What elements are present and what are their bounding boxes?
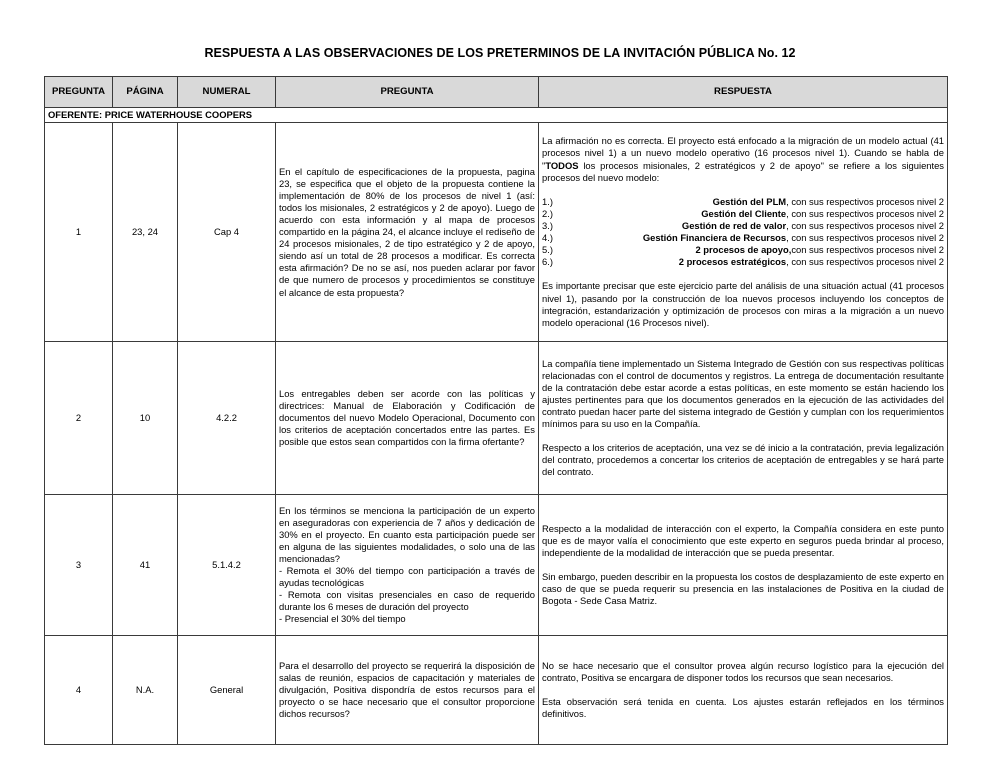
header-pregunta-num: PREGUNTA — [45, 77, 113, 108]
cell-question-number: 4 — [45, 636, 113, 745]
table-row — [45, 123, 948, 342]
section-label: OFERENTE: PRICE WATERHOUSE COOPERS — [45, 108, 948, 123]
cell-question-text — [276, 495, 539, 636]
answer-list-item: 6.) 2 procesos estratégicos, con sus respectivos procesos nivel 2 — [542, 256, 944, 268]
cell-question-number: 3 — [45, 495, 113, 636]
cell-question-number: 1 — [45, 123, 113, 342]
cell-numeral: 5.1.4.2 — [178, 495, 276, 636]
table-row — [45, 495, 948, 636]
answer-paragraph: Respecto a los criterios de aceptación, una vez se dé inicio a la contratación, previa legalización del contrato, procedemos a concertar los criterios de aceptación de entregables y se hará parte del contrato. — [542, 442, 944, 478]
cell-numeral: 4.2.2 — [178, 342, 276, 495]
answer-paragraph: La compañía tiene implementado un Sistema Integrado de Gestión con sus respectivas políticas relacionadas con el control de documentos y registros. La entrega de documentación resultante de la contratación debe estar acorde a estas políticas, en este momento se están haciendo los ajustes pertinentes para que los documentos generados en la ejecución de las actividades del contrato puedan hacer parte del sistema integrado de Gestión y cumplan con los requerimientos mínimos para su uso en la Compañía. — [542, 357, 944, 430]
header-pagina: PÁGINA — [113, 77, 178, 108]
cell-page: 10 — [113, 342, 178, 495]
observations-table — [44, 76, 948, 745]
cell-numeral: General — [178, 636, 276, 745]
question-option: - Presencial el 30% del tiempo — [279, 613, 406, 625]
cell-answer-text — [539, 123, 948, 342]
header-numeral: NUMERAL — [178, 77, 276, 108]
cell-question-text: Para el desarrollo del proyecto se requerirá la disposición de salas de reunión, espacios de capacitación y materiales de divulgación, Positiva dispondría de estos recursos para el proyecto o se hace necesario que el consultor proporcione dichos recursos? — [276, 636, 539, 745]
cell-page: 23, 24 — [113, 123, 178, 342]
cell-page: N.A. — [113, 636, 178, 745]
cell-question-text: Los entregables deben ser acorde con las políticas y directrices: Manual de Elaboración y Codificación de documentos del nuevo Modelo Operacional, Documento con los criterios de aceptación concertados entre las partes. Es posible que estos sean compartidos con la firma ofertante? — [276, 342, 539, 495]
cell-answer-text — [539, 495, 948, 636]
answer-intro: La afirmación no es correcta. El proyecto está enfocado a la migración de un modelo actual (41 procesos nivel 1) a un nuevo modelo operativo (16 procesos nivel 1). Cuando se habla de "TODOS los procesos misionales, 2 estratégicos y 2 de apoyo" se refiere a los siguientes procesos del nuevo modelo: — [542, 135, 944, 183]
answer-list-item: 1.) Gestión del PLM, con sus respectivos procesos nivel 2 — [542, 195, 944, 207]
header-pregunta-text: PREGUNTA — [276, 77, 539, 108]
header-respuesta: RESPUESTA — [539, 77, 948, 108]
answer-list-item: 4.) Gestión Financiera de Recursos, con sus respectivos procesos nivel 2 — [542, 232, 944, 244]
cell-answer-text — [539, 342, 948, 495]
cell-question-text: En el capítulo de especificaciones de la propuesta, pagina 23, se especifica que el objeto de la propuesta contiene la implementación de 80% de los procesos de nivel 1 (así: todos los misionales, 2 estratégicos y 2 de apoyo). Luego de acuerdo con esta información y al mapa de procesos compartido en la página 24, el alcance incluye el rediseño de 24 procesos misionales, 2 de tipo estratégico y 2 de apoyo, siendo así un total de 28 procesos a modificar. Es correcta esta afirmación? De no se así, nos pueden aclarar por favor de que numero de procesos y procedimientos se constituye el alcance de esta propuesta? — [276, 123, 539, 342]
answer-list-item: 2.) Gestión del Cliente, con sus respectivos procesos nivel 2 — [542, 207, 944, 219]
cell-numeral: Cap 4 — [178, 123, 276, 342]
table-header-row — [45, 77, 948, 108]
answer-paragraph: No se hace necesario que el consultor provea algún recurso logístico para la ejecución del contrato, Positiva se encargara de disponer todos los recursos que sean necesarios. — [542, 659, 944, 683]
answer-closing: Es importante precisar que este ejercicio parte del análisis de una situación actual (41 procesos nivel 1), pasando por la construcción de loa nuevos procesos incluyendo los conceptos de integración, estandarización y optimización de procesos con miras a la migración a un nuevo modelo operacional (16 Procesos nivel). — [542, 280, 944, 328]
cell-page: 41 — [113, 495, 178, 636]
answer-list-item: 5.) 2 procesos de apoyo,con sus respectivos procesos nivel 2 — [542, 244, 944, 256]
question-intro: En los términos se menciona la participación de un experto en aseguradoras con experiencia de 7 años y dedicación de 30% en el proyecto. En cuanto esta participación puede ser en alguna de las siguientes modalidades, o solo una de las mencionadas? — [279, 504, 535, 564]
question-option: - Remota el 30% del tiempo con participación a través de ayudas tecnológicas — [279, 565, 535, 589]
answer-paragraph: Respecto a la modalidad de interacción con el experto, la Compañía considera en este punto que es de mayor valía el conocimiento que este experto en seguros pueda brindar al proceso, independiente de la modalidad de interacción que se pueda presentar. — [542, 522, 944, 558]
question-option: - Remota con visitas presenciales en caso de requerido durante los 6 meses de duración del proyecto — [279, 589, 535, 613]
table-row — [45, 342, 948, 495]
cell-question-number: 2 — [45, 342, 113, 495]
answer-list-item: 3.) Gestión de red de valor, con sus respectivos procesos nivel 2 — [542, 220, 944, 231]
section-row-oferente — [45, 108, 948, 123]
cell-answer-text — [539, 636, 948, 745]
table-row — [45, 636, 948, 745]
document-title: RESPUESTA A LAS OBSERVACIONES DE LOS PRETERMINOS DE LA INVITACIÓN PÚBLICA No. 12 — [204, 46, 796, 60]
answer-paragraph: Sin embargo, pueden describir en la propuesta los costos de desplazamiento de este experto en caso de que se pueda requerir su presencia en las instalaciones de Positiva en la ciudad de Bogota - Sede Casa Matriz. — [542, 571, 944, 607]
answer-paragraph: Esta observación será tenida en cuenta. Los ajustes estarán reflejados en los términos definitivos. — [542, 696, 944, 720]
